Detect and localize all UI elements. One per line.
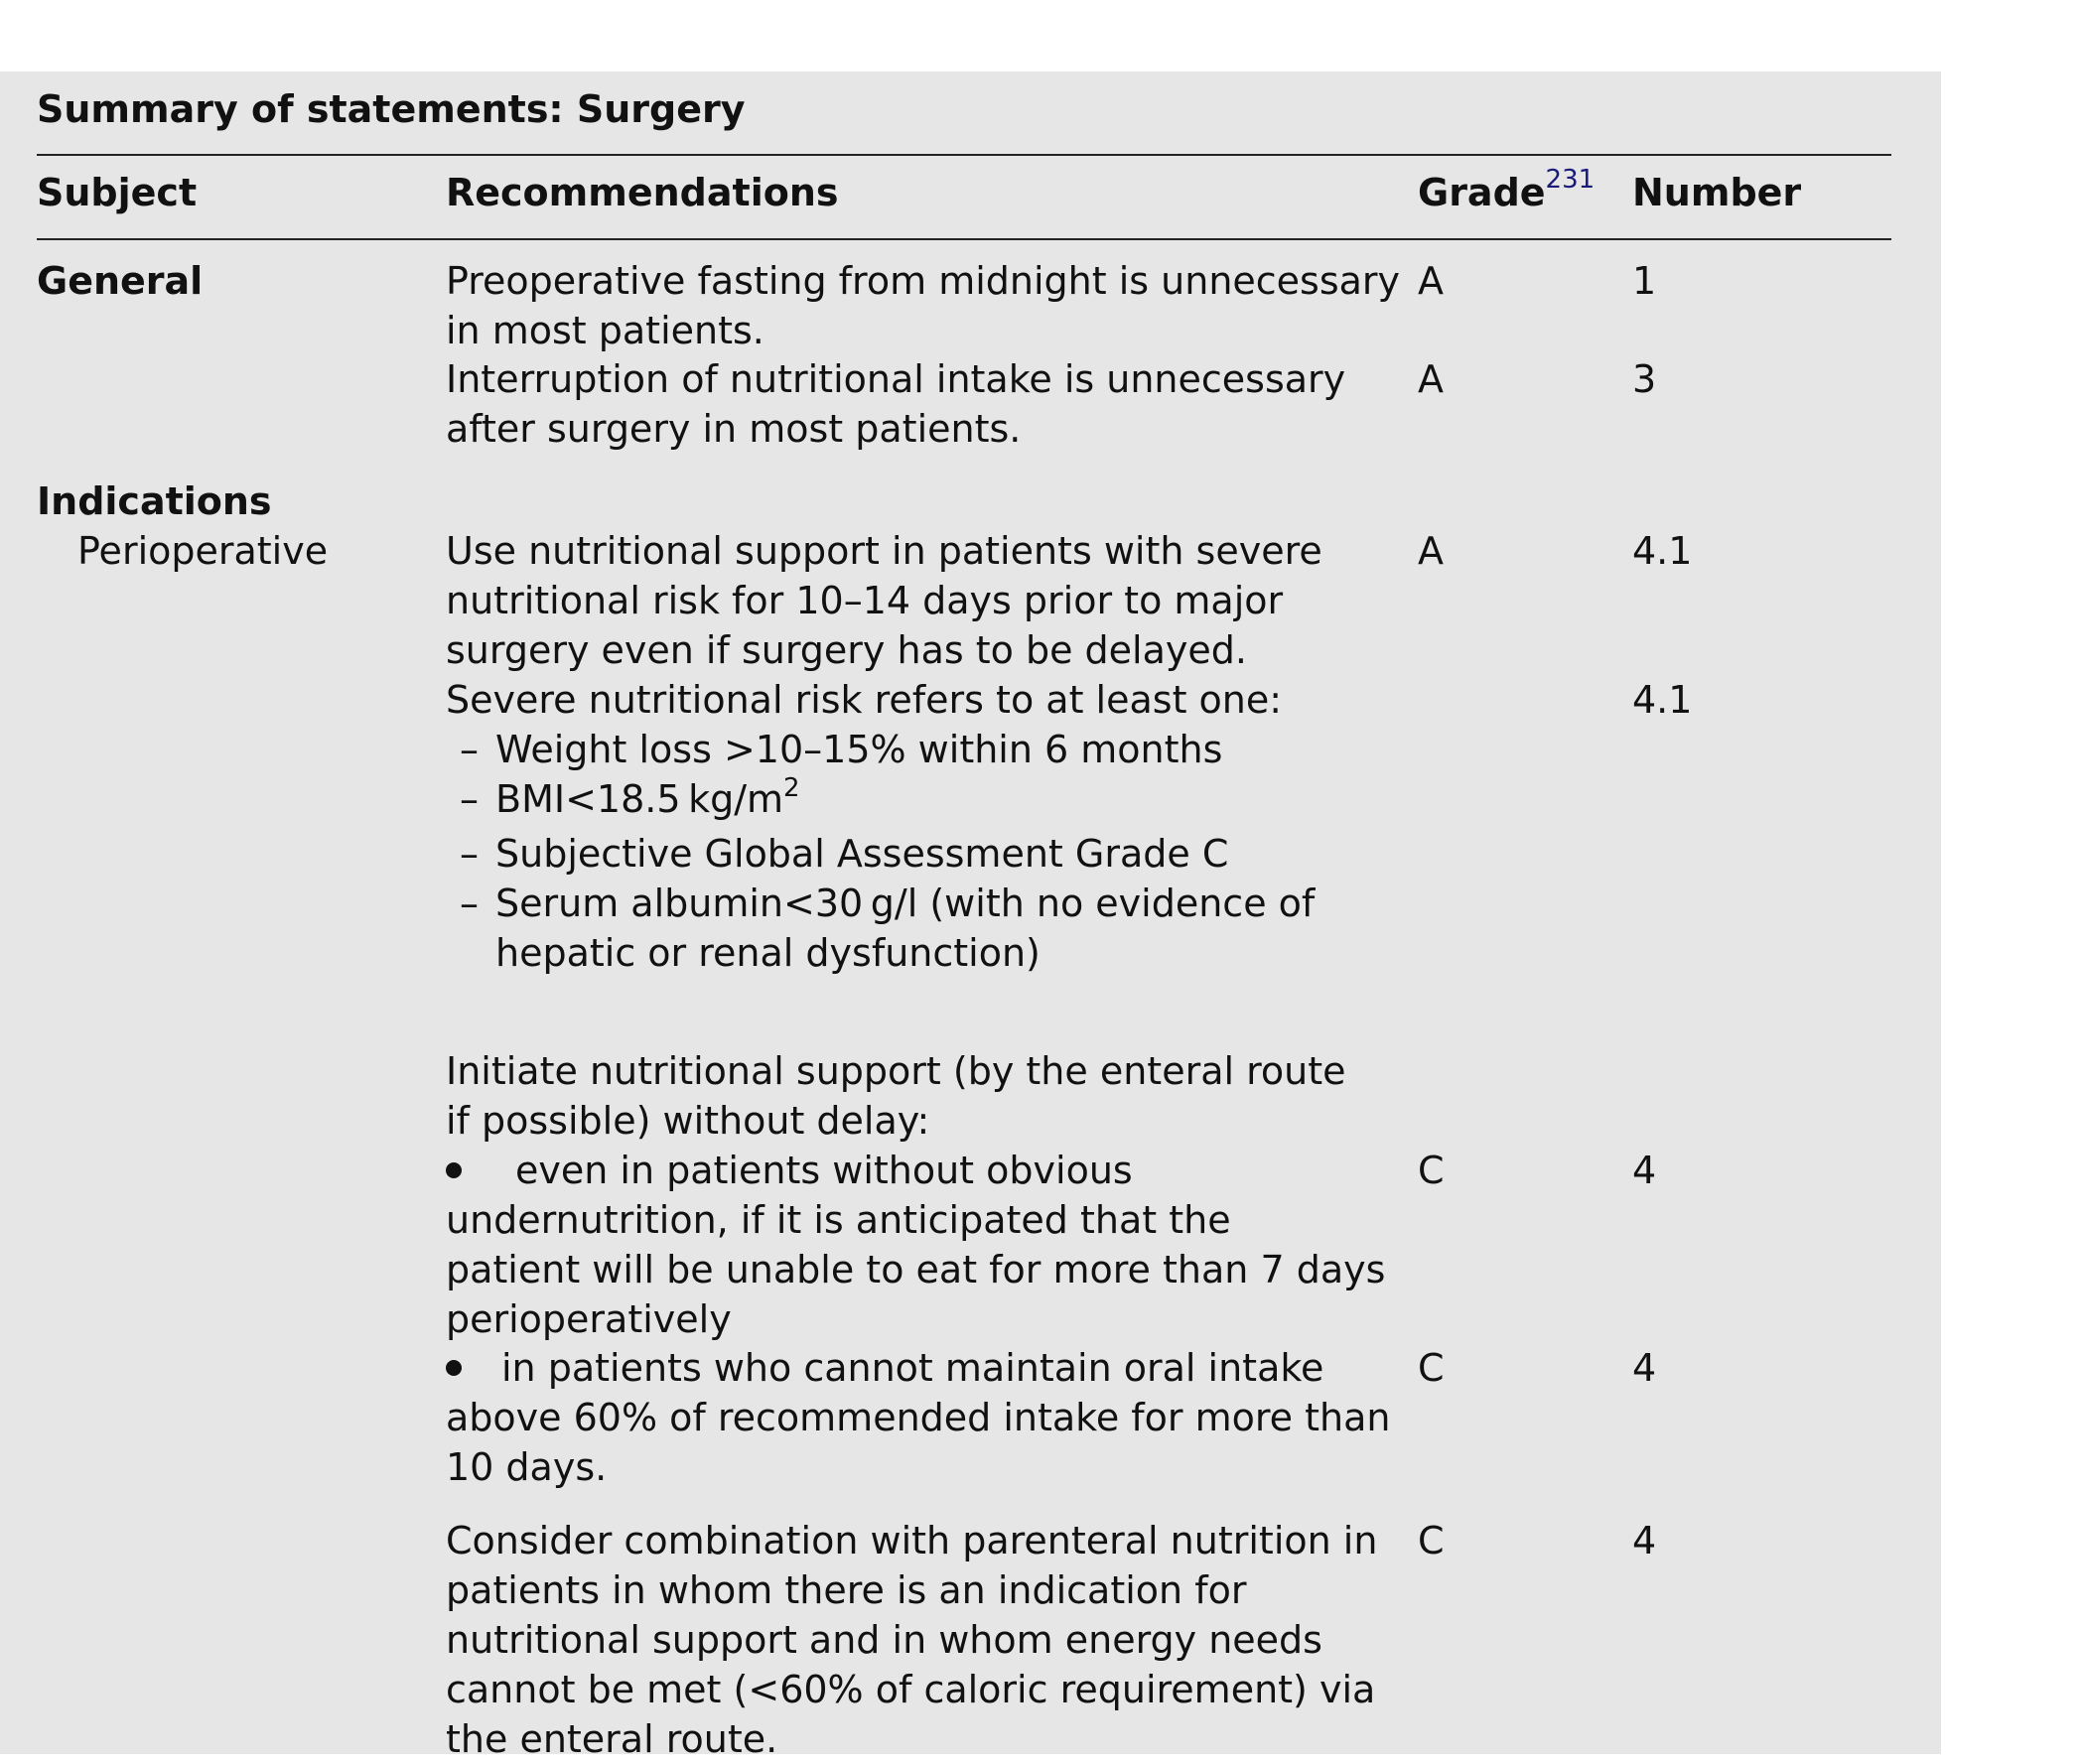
bullet-1-grade: C [1418,1149,1445,1192]
header-top-rule [37,154,1891,156]
superscript: 2 [783,773,800,803]
bullet-2-number: 4 [1632,1346,1657,1390]
subject-perioperative: Perioperative [77,529,329,573]
list-item [460,879,1353,928]
bullet-2-text [446,1343,1390,1492]
general-row-1-text [446,256,1400,355]
item-text: Subjective Global Assessment Grade C [495,832,1229,876]
text-line: after surgery in most patients. [446,407,1022,451]
dash-marker: – [460,777,479,821]
text-line: above 60% of recommended intake for more than [446,1396,1391,1439]
item-text: Weight loss >10–15% within 6 months [495,728,1223,771]
text-line: surgery even if surgery has to be delayed. [446,628,1247,672]
dash-marker: – [460,832,479,876]
header-grade-label: Grade [1418,171,1546,214]
general-row-2-text [446,354,1345,454]
item-text: hepatic or renal dysfunction) [495,931,1041,975]
text-line [446,1343,1390,1393]
general-row-2-number: 3 [1632,357,1657,401]
bullet-icon [446,1360,462,1376]
text-line: in most patients. [446,309,764,352]
list-item [460,774,1353,829]
risk-criteria-intro: Severe nutritional risk refers to at least one: [446,678,1283,722]
bullet-first-line: even in patients without obvious [515,1149,1133,1192]
header-number: Number [1632,171,1802,214]
text-line: patient will be unable to eat for more than 7 days [446,1248,1386,1291]
text-line: patients in whom there is an indication for [446,1568,1247,1612]
text-line: if possible) without delay: [446,1099,930,1143]
text-line: Interruption of nutritional intake is unnecessary [446,357,1346,401]
text-line: Consider combination with parenteral nutrition in [446,1519,1378,1562]
text-line: 10 days. [446,1445,608,1489]
subject-general: General [37,259,204,303]
item-text: Serum albumin<30 g/l (with no evidence of [495,882,1316,925]
list-item [460,725,1353,774]
table-title: Summary of statements: Surgery [37,87,746,131]
text-line [446,1146,1385,1195]
bullet-1-number: 4 [1632,1149,1657,1192]
perioperative-row-1-text [446,526,1322,675]
list-item [460,829,1353,879]
dash-marker: – [460,882,479,925]
header-bottom-rule [37,238,1891,240]
perioperative-row-1-number: 4.1 [1632,529,1693,573]
bullet-1-text [446,1146,1385,1344]
risk-criteria-number: 4.1 [1632,678,1693,722]
parenteral-combination-number: 4 [1632,1519,1657,1562]
general-row-1-grade: A [1418,259,1444,303]
general-row-2-grade: A [1418,357,1444,401]
list-item-continuation [460,928,1353,978]
grade-reference-link[interactable]: 231 [1545,165,1596,195]
parenteral-combination-text [446,1516,1377,1764]
text-line: Initiate nutritional support (by the enteral route [446,1049,1346,1093]
bullet-icon [446,1162,462,1178]
subject-indications: Indications [37,479,272,523]
dash-marker: – [460,728,479,771]
bullet-first-line: in patients who cannot maintain oral intake [501,1346,1324,1390]
perioperative-row-1-grade: A [1418,529,1444,573]
bullet-2-grade: C [1418,1346,1445,1390]
general-row-1-number: 1 [1632,259,1657,303]
text-line: the enteral route. [446,1717,778,1761]
initiate-support-intro [446,1046,1346,1146]
header-grade [1418,165,1596,214]
risk-criteria-list [460,725,1353,978]
text-line: perioperatively [446,1297,732,1341]
text-line: undernutrition, if it is anticipated that the [446,1198,1231,1242]
text-line: Preoperative fasting from midnight is unnecessary [446,259,1401,303]
text-line: cannot be met (<60% of caloric requirement) via [446,1668,1376,1711]
header-subject: Subject [37,171,198,214]
text-line: nutritional risk for 10–14 days prior to major [446,579,1284,622]
item-text: BMI<18.5 kg/m [495,777,784,821]
parenteral-combination-grade: C [1418,1519,1445,1562]
header-recommendations: Recommendations [446,171,839,214]
text-line: nutritional support and in whom energy needs [446,1618,1322,1662]
text-line: Use nutritional support in patients with severe [446,529,1322,573]
